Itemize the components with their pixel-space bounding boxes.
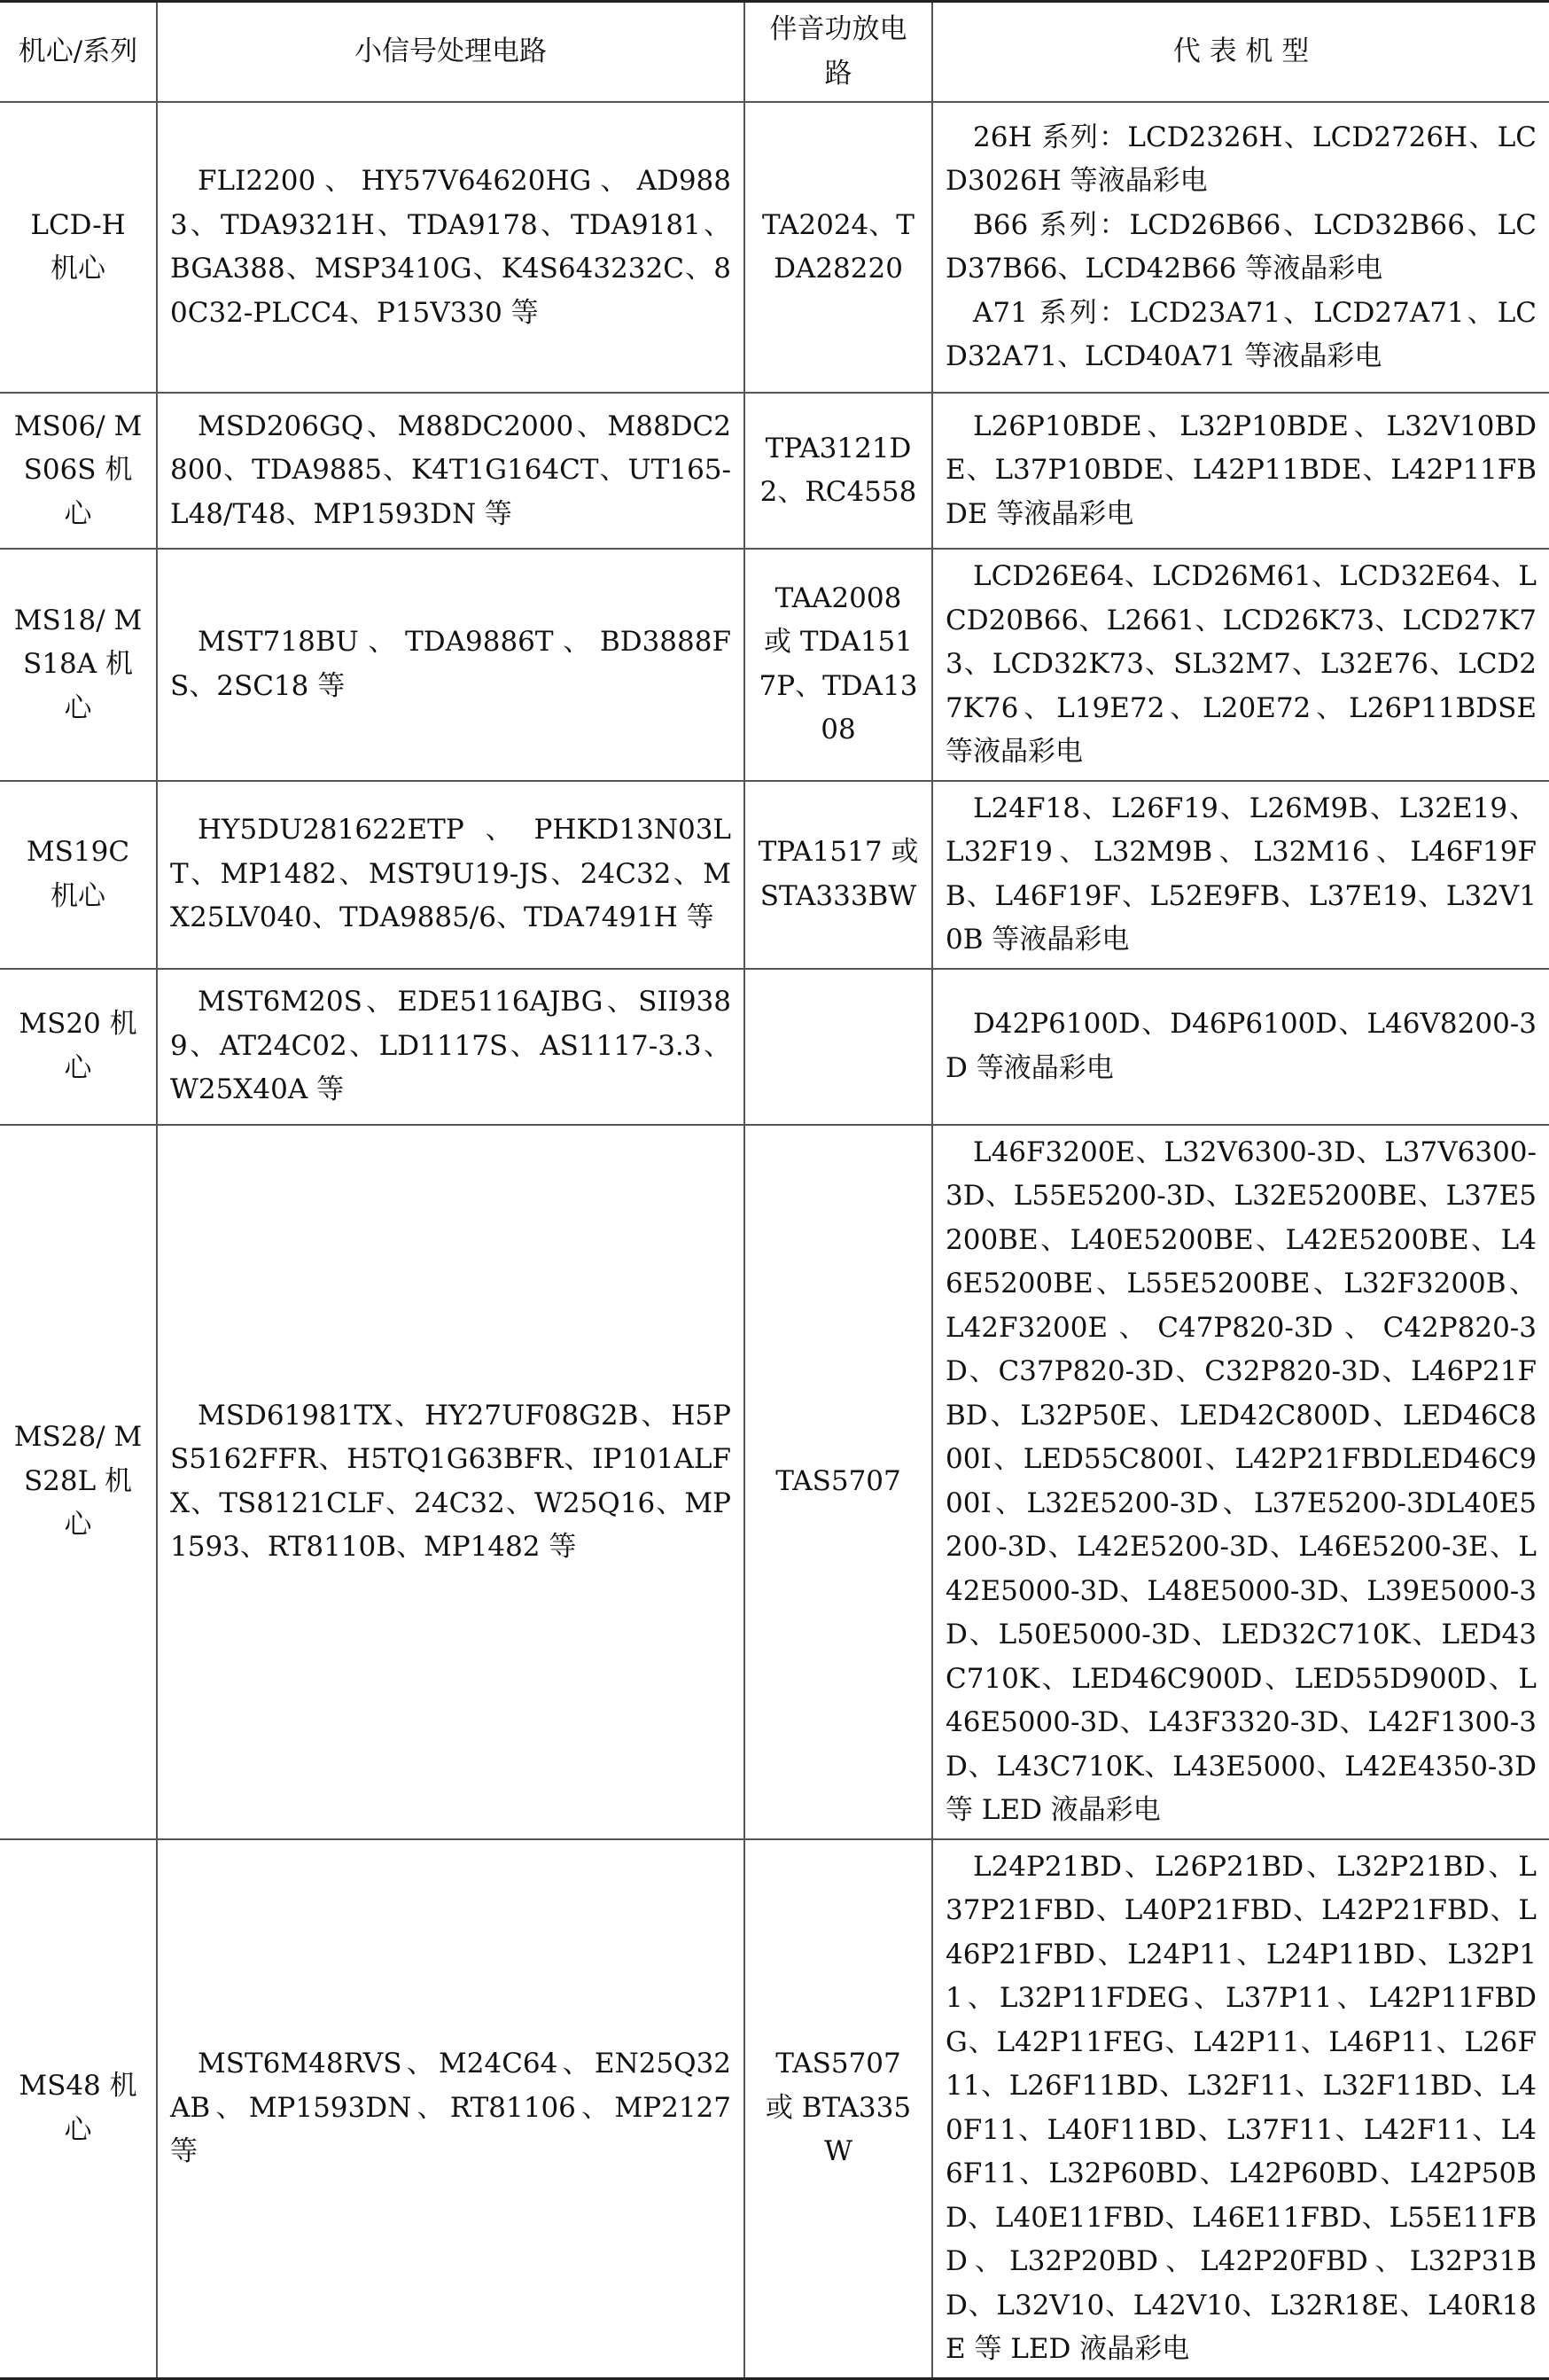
table-row — [0, 102, 1549, 393]
chassis-cell: MS18/ MS18A 机心 — [0, 549, 157, 781]
signal-cell: MSD206GQ、M88DC2000、M88DC2800、TDA9885、K4T1G164CT、UT165-L48/T48、MP1593DN 等 — [157, 393, 744, 549]
audio-cell: TAA2008 或 TDA1517P、TDA1308 — [744, 549, 932, 781]
models-cell: L24P21BD、L26P21BD、L32P21BD、L37P21FBD、L40P21FBD、L42P21FBD、L46P21FBD、L24P11、L24P11BD、L32P11、L32P11FDEG、L37P11、L42P11FBDG、L42P11FEG、L42P11、L46P11、L26F11、L26F11BD、L32F11、L32F11BD、L40F11、L40F11BD、L37F11、L42F11、L46F11、L32P60BD、L42P60BD、L42P50BD、L40E11FBD、L46E11FBD、L55E11FBD、L32P20BD、L42P20FBD、L32P31BD、L32V10、L42V10、L32R18E、L40R18E 等 LED 液晶彩电 — [932, 1839, 1549, 2379]
header-chassis: 机心/系列 — [0, 2, 157, 103]
chassis-cell: MS48 机心 — [0, 1839, 157, 2379]
chassis-cell: MS20 机心 — [0, 969, 157, 1125]
table-row — [0, 549, 1549, 781]
audio-cell: TAS5707 — [744, 1125, 932, 1839]
audio-cell — [744, 969, 932, 1125]
signal-cell: MST6M20S、EDE5116AJBG、SII9389、AT24C02、LD1117S、AS1117-3.3、W25X40A 等 — [157, 969, 744, 1125]
signal-cell: FLI2200、HY57V64620HG、AD9883、TDA9321H、TDA9178、TDA9181、BGA388、MSP3410G、K4S643232C、80C32-PLCC4、P15V330 等 — [157, 102, 744, 393]
signal-cell: MST718BU、TDA9886T、BD3888FS、2SC18 等 — [157, 549, 744, 781]
models-cell: LCD26E64、LCD26M61、LCD32E64、LCD20B66、L2661、LCD26K73、LCD27K73、LCD32K73、SL32M7、L32E76、LCD27K76、L19E72、L20E72、L26P11BDSE 等液晶彩电 — [932, 549, 1549, 781]
chassis-cell: MS06/ MS06S 机心 — [0, 393, 157, 549]
header-signal-circuit: 小信号处理电路 — [157, 2, 744, 103]
audio-cell: TPA1517 或 STA333BW — [744, 781, 932, 969]
table-row — [0, 781, 1549, 969]
models-cell: L26P10BDE、L32P10BDE、L32V10BDE、L37P10BDE、L42P11BDE、L42P11FBDE 等液晶彩电 — [932, 393, 1549, 549]
signal-cell: MST6M48RVS、M24C64、EN25Q32AB、MP1593DN、RT81106、MP2127 等 — [157, 1839, 744, 2379]
models-cell: 26H 系列：LCD2326H、LCD2726H、LCD3026H 等液晶彩电 B66 系列：LCD26B66、LCD32B66、LCD37B66、LCD42B66 等液晶彩电 A71 系列：LCD23A71、LCD27A71、LCD32A71、LCD40A71 等液晶彩电 — [932, 102, 1549, 393]
models-cell: L24F18、L26F19、L26M9B、L32E19、L32F19、L32M9B、L32M16、L46F19FB、L46F19F、L52E9FB、L37E19、L32V10B 等液晶彩电 — [932, 781, 1549, 969]
header-row — [0, 2, 1549, 103]
models-cell: L46F3200E、L32V6300-3D、L37V6300-3D、L55E5200-3D、L32E5200BE、L37E5200BE、L40E5200BE、L42E5200BE、L46E5200BE、L55E5200BE、L32F3200B、L42F3200E、C47P820-3D、C42P820-3D、C37P820-3D、C32P820-3D、L46P21FBD、L32P50E、LED42C800D、LED46C800I、LED55C800I、L42P21FBDLED46C900I、L32E5200-3D、L37E5200-3DL40E5200-3D、L42E5200-3D、L46E5200-3E、L42E5000-3D、L48E5000-3D、L39E5000-3D、L50E5000-3D、LED32C710K、LED43C710K、LED46C900D、LED55D900D、L46E5000-3D、L43F3320-3D、L42F1300-3D、L43C710K、L43E5000、L42E4350-3D 等 LED 液晶彩电 — [932, 1125, 1549, 1839]
header-models: 代 表 机 型 — [932, 2, 1549, 103]
table-row — [0, 1839, 1549, 2379]
chassis-cell: MS28/ MS28L 机心 — [0, 1125, 157, 1839]
chassis-cell: LCD-H 机心 — [0, 102, 157, 393]
signal-cell: MSD61981TX、HY27UF08G2B、H5PS5162FFR、H5TQ1G63BFR、IP101ALFX、TS8121CLF、24C32、W25Q16、MP1593、RT8110B、MP1482 等 — [157, 1125, 744, 1839]
header-audio-amp: 伴音功放电路 — [744, 2, 932, 103]
table-row — [0, 1125, 1549, 1839]
audio-cell: TA2024、TDA28220 — [744, 102, 932, 393]
table-row — [0, 969, 1549, 1125]
table-row — [0, 393, 1549, 549]
audio-cell: TAS5707 或 BTA335W — [744, 1839, 932, 2379]
signal-cell: HY5DU281622ETP、PHKD13N03LT、MP1482、MST9U19-JS、24C32、MX25LV040、TDA9885/6、TDA7491H 等 — [157, 781, 744, 969]
chassis-cell: MS19C 机心 — [0, 781, 157, 969]
models-cell: D42P6100D、D46P6100D、L46V8200-3D 等液晶彩电 — [932, 969, 1549, 1125]
audio-cell: TPA3121D2、RC4558 — [744, 393, 932, 549]
